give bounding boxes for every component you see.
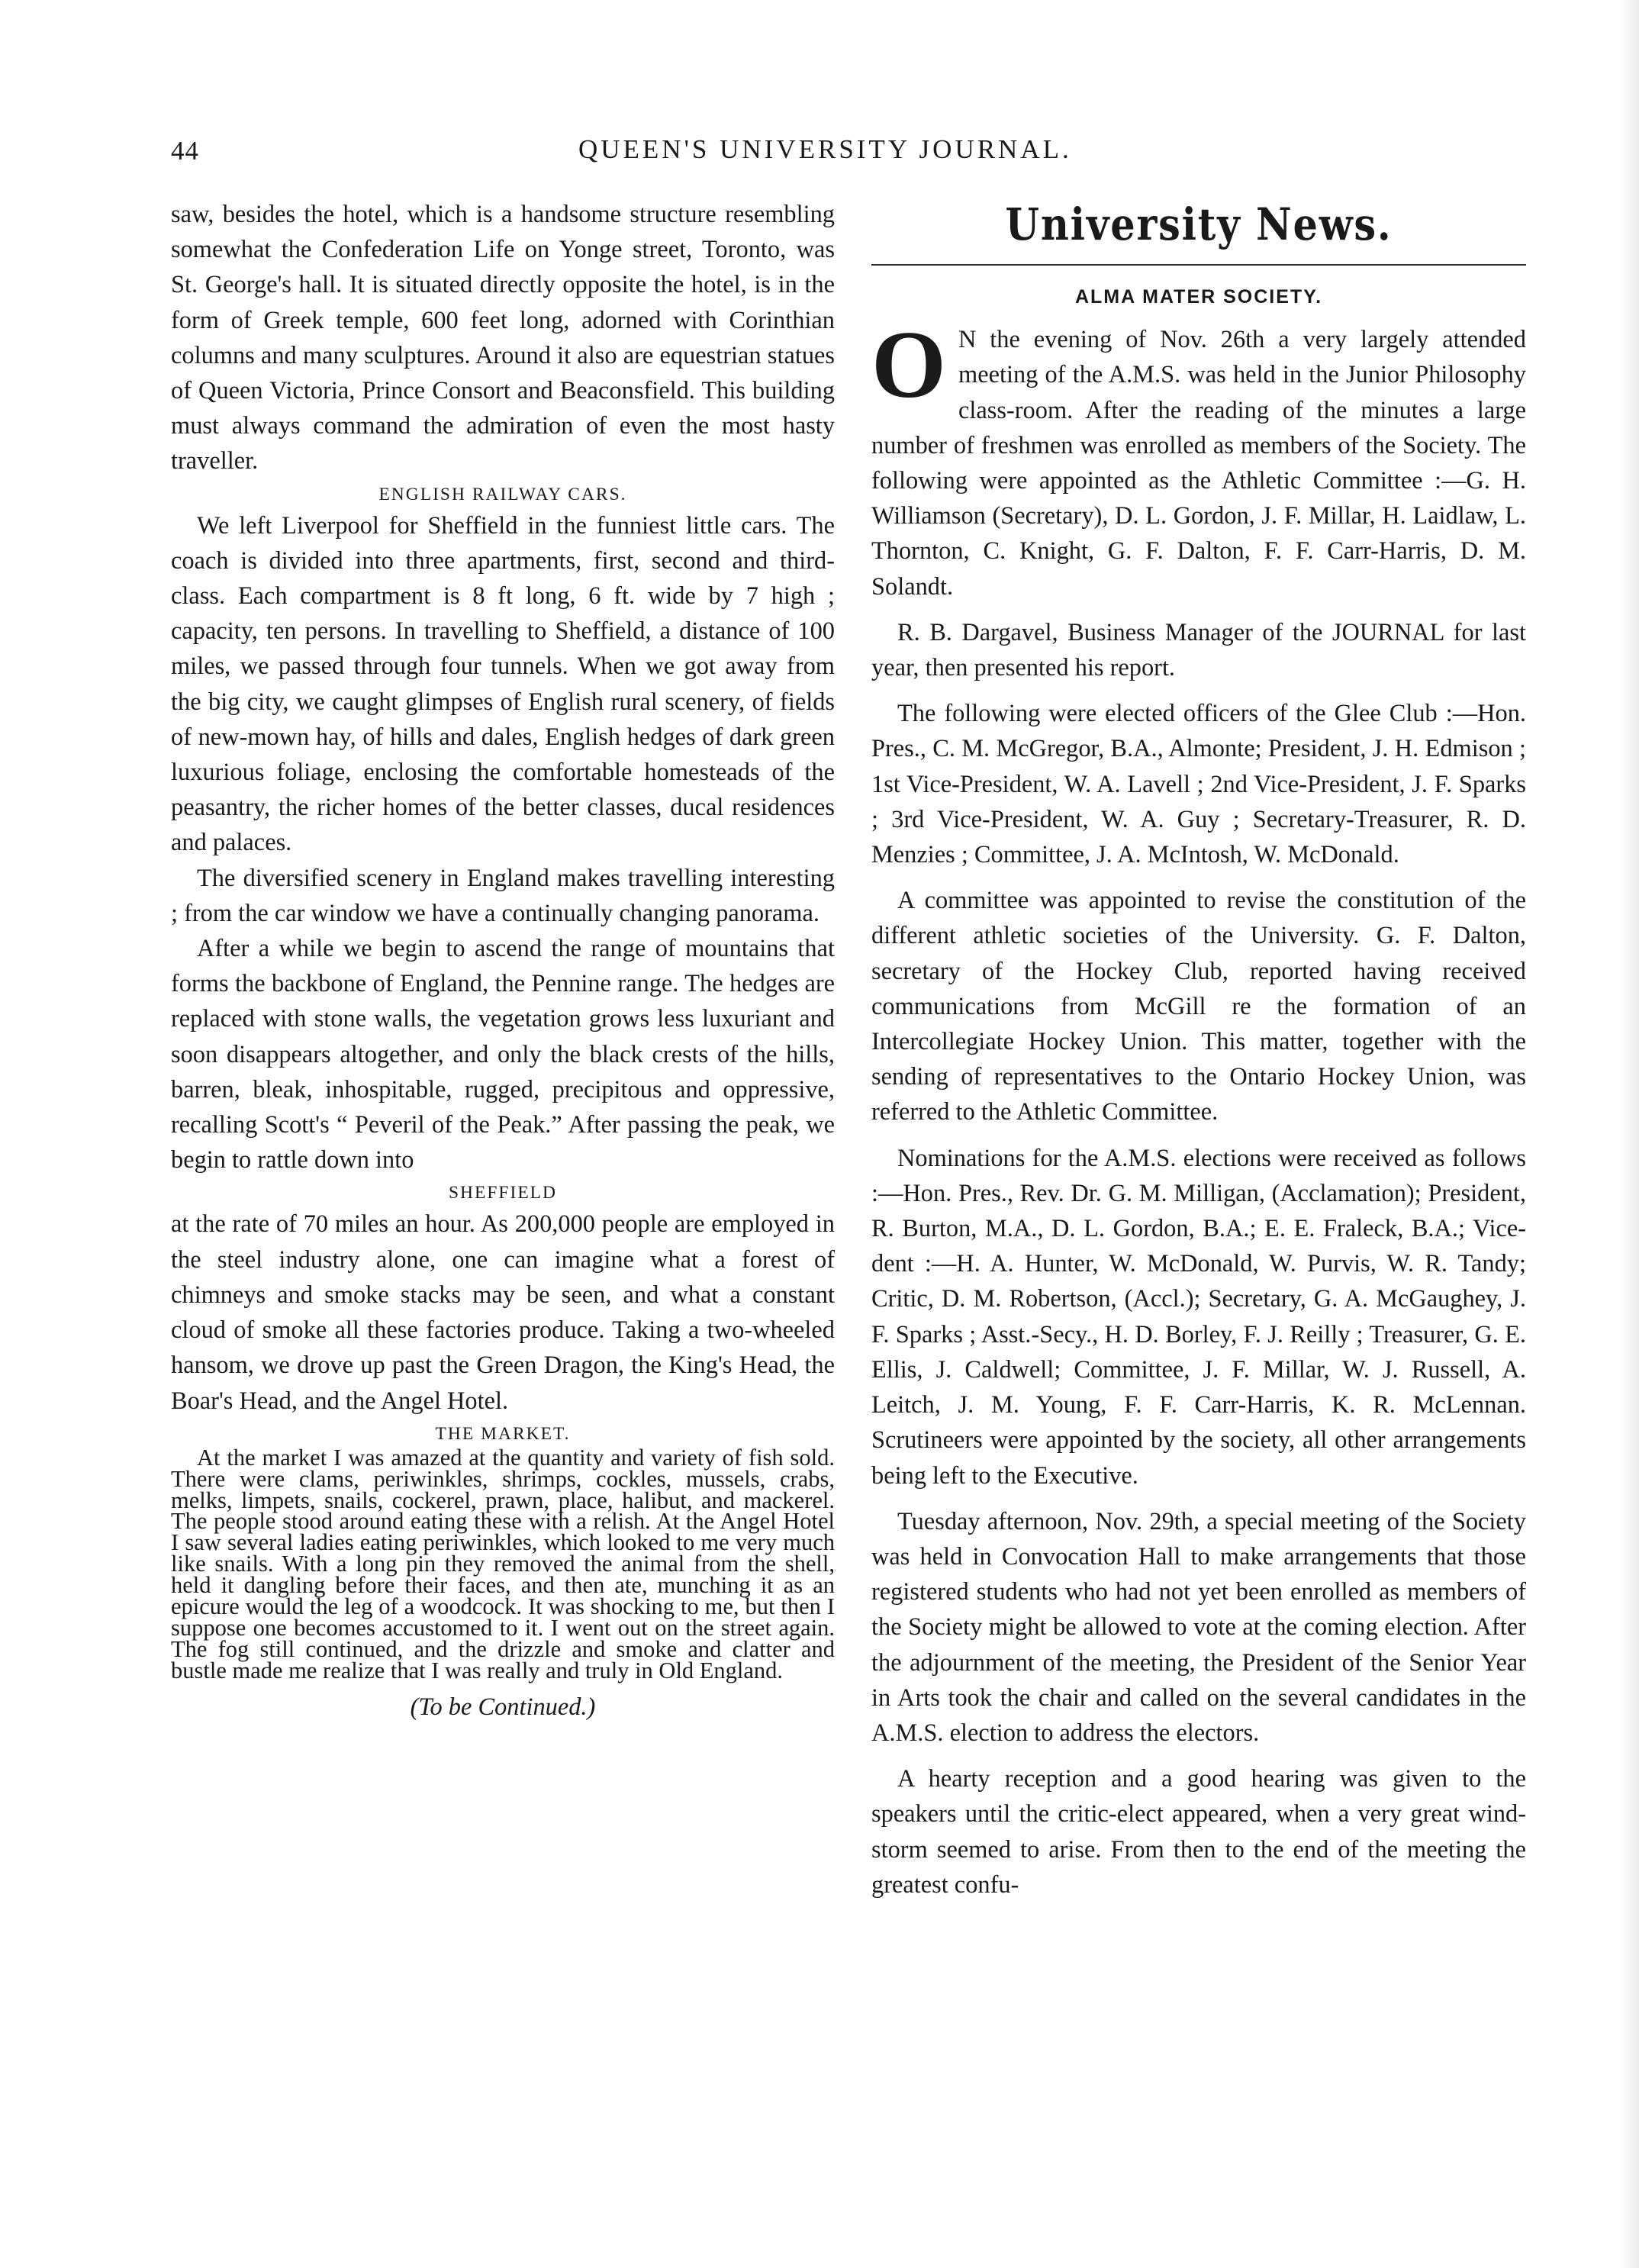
paragraph-business-manager: R. B. Dargavel, Business Manager of the JOURNAL for last year, then presented his report. [871, 618, 1526, 682]
society-heading: ALMA MATER SOCIETY. [1074, 286, 1323, 308]
right-column [871, 200, 1526, 1902]
subheading-railway-cars: ENGLISH RAILWAY CARS. [378, 484, 627, 504]
paragraph-athletic-committee: A committee was appointed to revise the constitution of the different athletic societies of the University. G. F. Dalton, secretary of the Hockey Club, reported having received communications from McGill re the formation of an Intercollegiate Hockey Union. This matter, together with the sending of representatives to the Ontario Hockey Union, was referred to the Athletic Committee. [871, 887, 1526, 1126]
paragraph-special-meeting: Tuesday afternoon, Nov. 29th, a special meeting of the Society was held in Convocation Hall to make arrangements that those registered students who had not yet been enrolled as members of the Society might be allowed to vote at the coming election. After the adjournment of the meeting, the President of the Senior Year in Arts took the chair and called on the several candidates in the A.M.S. election to address the electors. [871, 1507, 1526, 1747]
drop-cap: O [871, 312, 947, 419]
paragraph-ams-meeting: N the evening of Nov. 26th a very largely attended meeting of the A.M.S. was held in the Junior Philosophy class-room. After the reading of the minutes a large number of freshmen was enrolled as members of the Society. The following were appointed as the Athletic Committee :—G. H. Williamson (Secretary), D. L. Gordon, J. F. Millar, H. Laidlaw, L. Thornton, C. Knight, G. F. Dalton, F. F. Carr-Harris, D. M. Solandt. [871, 326, 1526, 601]
paragraph-st-georges-hall: saw, besides the hotel, which is a handsome structure resembling somewhat the Confederation Life on Yonge street, Toronto, was St. George's hall. It is situated directly opposite the hotel, is in the form of Greek temple, 600 feet long, adorned with Corinthian columns and many sculptures. Around it also are equestrian statues of Queen Victoria, Prince Consort and Beaconsfield. This building must always command the admiration of even the most hasty traveller. [171, 201, 835, 475]
masthead-rule [871, 264, 1526, 266]
paragraph-market: At the market I was amazed at the quantity and variety of fish sold. There were clams, periwinkles, shrimps, cockles, mussels, crabs, melks, limpets, snails, cockerel, prawn, place, halibut, and mackerel. The people stood around eating these with a relish. At the Angel Hotel I saw several ladies eating periwinkles, which looked to me very much like snails. With a long pin they removed the animal from the shell, held it dangling before their faces, and then ate, munching it as an epicure would the leg of a woodcock. It was shocking to me, but then I suppose one becomes accustomed to it. I went out on the street again. The fog still continued, and the drizzle and smoke and clatter and bustle made me realize that I was really and truly in Old England. [171, 1444, 835, 1683]
paragraph-scenery: The diversified scenery in England makes travelling interesting ; from the car window we have a continually changing panorama. [171, 864, 835, 927]
continued-note: (To be Continued.) [410, 1693, 596, 1721]
scan-edge [1619, 0, 1639, 2268]
subheading-sheffield: SHEFFIELD [448, 1183, 558, 1203]
page-number: 44 [171, 136, 199, 166]
running-title: QUEEN'S UNIVERSITY JOURNAL. [578, 134, 1072, 164]
university-news-masthead: University News. [1005, 198, 1393, 250]
paragraph-nominations: Nominations for the A.M.S. elections were received as follows :—Hon. Pres., Rev. Dr. G. M. Milligan, (Acclamation); President, R. Burton, M.A., D. L. Gordon, B.A.; E. E. Fraleck, B.A.; Vice-dent :—H. A. Hunter, W. McDonald, W. Purvis, W. R. Tandy; Critic, D. M. Robertson, (Accl.); Secretary, G. A. McGaughey, J. F. Sparks ; Asst.-Secy., H. D. Borley, F. J. Reilly ; Treasurer, G. E. Ellis, J. Caldwell; Committee, J. F. Millar, W. J. Russell, A. Leitch, J. M. Young, F. F. Carr-Harris, K. R. McLennan. Scrutineers were appointed by the society, all other arrangements being left to the Executive. [871, 1144, 1526, 1490]
subheading-market: THE MARKET. [435, 1423, 571, 1444]
paragraph-sheffield: at the rate of 70 miles an hour. As 200,000 people are employed in the steel industry alone, one can imagine what a forest of chimneys and smoke stacks may be seen, and what a constant cloud of smoke all these factories produce. Taking a two-wheeled hansom, we drove up past the Green Dragon, the King's Head, the Boar's Head, and the Angel Hotel. [171, 1210, 835, 1415]
paragraph-pennine-range: After a while we begin to ascend the range of mountains that forms the backbone of England, the Pennine range. The hedges are replaced with stone walls, the vegetation grows less luxuriant and soon disappears altogether, and only the black crests of the hills, barren, bleak, inhospitable, rugged, precipitous and oppressive, recalling Scott's “ Peveril of the Peak.” After passing the peak, we begin to rattle down into [171, 935, 835, 1174]
paragraph-reception: A hearty reception and a good hearing was given to the speakers until the critic-elect appeared, when a very great wind-storm seemed to arise. From then to the end of the meeting the greatest confu- [871, 1765, 1526, 1899]
left-column [171, 197, 835, 1725]
paragraph-glee-club: The following were elected officers of the Glee Club :—Hon. Pres., C. M. McGregor, B.A., Almonte; President, J. H. Edmison ; 1st Vice-President, W. A. Lavell ; 2nd Vice-President, J. F. Sparks ; 3rd Vice-President, W. A. Guy ; Secretary-Treasurer, R. D. Menzies ; Committee, J. A. McIntosh, W. McDonald. [871, 700, 1526, 869]
paragraph-railway-cars: We left Liverpool for Sheffield in the funniest little cars. The coach is divided into three apartments, first, second and third-class. Each compartment is 8 ft long, 6 ft. wide by 7 high ; capacity, ten persons. In travelling to Sheffield, a distance of 100 miles, we passed through four tunnels. When we got away from the big city, we caught glimpses of English rural scenery, of fields of new-mown hay, of hills and dales, English hedges of dark green luxurious foliage, enclosing the comfortable homesteads of the peasantry, the richer homes of the better classes, ducal residences and palaces. [171, 511, 835, 857]
